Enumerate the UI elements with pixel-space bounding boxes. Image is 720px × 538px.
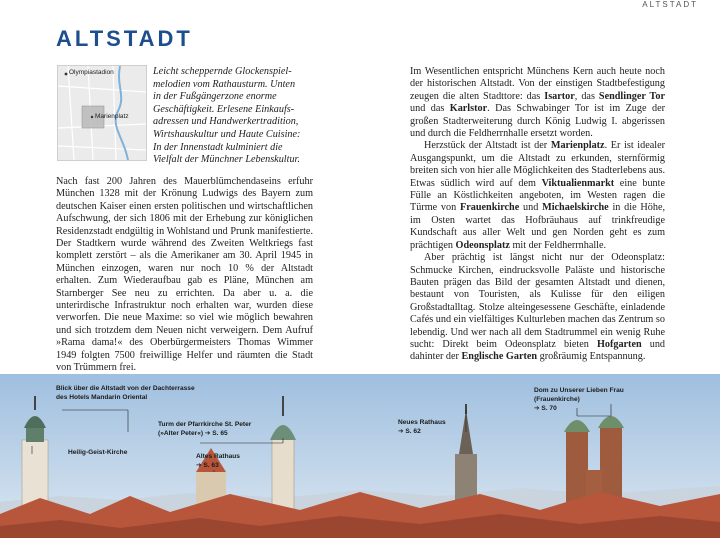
text-run: und	[519, 202, 543, 214]
callout-line: Altes Rathaus	[196, 453, 240, 460]
caption-line: Blick über die Altstadt von der Dachterrasse	[56, 385, 195, 392]
caption-line: des Hotels Mandarin Oriental	[56, 394, 148, 401]
left-column	[56, 176, 313, 375]
callout-heilig-geist-kirche	[68, 448, 127, 457]
text-run: Aber prächtig ist längst nicht nur der Odeonsplatz: Schmucke Kirchen, eindrucksvolle Paläste und historische Bauten prägen das Bild der gesamten Altstadt und dienen, bestaunt von Touristen, als Kulisse für den eiligen Großstadtalltag. Stolze alteingesessene Geschäfte, einladende Cafés und ein vielfältiges Kulturleben machen das Zentrum so lebendig. Und wer nach all dem Stadtrummel ein wenig Ruhe sucht: Direkt beim Odeonsplatz bieten	[410, 252, 665, 350]
highlight-viktualienmarkt: Viktualienmarkt	[541, 177, 615, 189]
right-column	[410, 66, 665, 364]
highlight-hofgarten: Hofgarten	[596, 338, 642, 350]
intro-line: In der Innenstadt kulminiert die	[153, 141, 283, 153]
locator-map	[57, 65, 147, 161]
text-run: und dahinter der	[410, 338, 665, 363]
intro-line: Wirtshauskultur und Haute Cuisine:	[153, 128, 301, 140]
intro-line: adressen und Handwerkertradition,	[153, 116, 299, 128]
intro-line: in der Fußgängerzone enorme	[153, 91, 277, 103]
text-run: großräumig Entspannung.	[537, 351, 646, 363]
callout-altes-rathaus	[196, 452, 240, 470]
highlight-karlstor: Karlstor	[449, 103, 488, 115]
paragraph-odeonsplatz	[410, 252, 665, 364]
highlight-marienplatz: Marienplatz	[550, 140, 605, 152]
map-label-olympiastadion: Olympiastadion	[69, 69, 114, 76]
photo-caption	[56, 384, 195, 402]
text-run: . Er ist idealer Ausgangspunkt, um die Altstadt zu erkunden, sternförmig breiten sich von hier alle Möglichkeiten des Stadterlebens aus. Etwas südlich wird auf dem	[410, 140, 666, 189]
text-run: mit der Feldherrnhalle.	[509, 239, 607, 251]
history-paragraph: Nach fast 200 Jahren des Mauerblümchendaseins erfuhr München 1328 mit der Krönung Ludwigs des Bayern zum deutschen Kaiser einen ersten politischen und wirtschaftlichen Aufschwung, der sich 1806 mit der Erhebung zur königlichen Residenzstadt endgültig in Wohlstand und Prunk manifestierte. Der Stadtkern wurde während des Zweiten Weltkriegs fast komplett zerstört – als die Amerikaner am 30. April 1945 in München einzogen, waren nur noch 10 % der Altstadt erhalten. Zum Wiederaufbau gab es Pläne, München am Starnberger See neu zu errichten. Da aber u. a. die unterirdische Infrastruktur noch erhalten war, wurden diese verworfen. Die neue Maxime: so viel wie möglich bewahren und sich trotzdem dem Neuen nicht verweigern. Dem Aufruf »Rama dama!« des Oberbürgermeisters Thomas Wimmer 1949 folgten 7500 freiwillige Helfer und räumten die Stadt von Trümmern frei.	[56, 176, 313, 374]
callout-line: ➔ S. 70	[534, 405, 557, 412]
highlight-odeonsplatz: Odeonsplatz	[455, 239, 510, 251]
callout-line: Turm der Pfarrkirche St. Peter	[158, 421, 252, 428]
highlight-englischer-garten: Englische Garten	[461, 351, 538, 363]
intro-line: Leicht scheppernde Glockenspiel-	[153, 66, 292, 77]
paragraph-city-gates	[410, 66, 665, 140]
text-run: und das	[410, 103, 450, 115]
highlight-frauenkirche: Frauenkirche	[460, 202, 520, 214]
callout-line: (Frauenkirche)	[534, 396, 580, 403]
text-run: , das	[574, 90, 599, 102]
skyline-photo	[0, 374, 720, 538]
callout-line: ➔ S. 62	[398, 428, 421, 435]
callout-line: (»Alter Peter«) ➔ S. 65	[158, 430, 228, 437]
map-label-marienplatz: Marienplatz	[95, 113, 129, 120]
callout-line: Neues Rathaus	[398, 419, 446, 426]
text-run: in die Höhe, im Osten wartet das Hofbräuhaus auf trinkfreudige Kundschaft aus aller Welt und gen Norden geht es zum prächtigen	[410, 202, 666, 251]
intro-line: Geschäftigkeit. Erlesene Einkaufs-	[153, 103, 295, 115]
intro-line: Vielfalt der Münchner Lebenskultur.	[153, 154, 300, 166]
callout-frauenkirche	[534, 386, 624, 413]
intro-text	[153, 66, 313, 167]
running-head: ALTSTADT	[642, 0, 698, 9]
callout-line: ➔ S. 63	[196, 462, 219, 469]
highlight-isartor: Isartor	[544, 90, 575, 102]
text-run: Im Wesentlichen entspricht Münchens Kern auch heute noch der historischen Altstadt. Von der einstigen Stadtbefestigung zeugen die alten Stadttore: das	[410, 66, 665, 102]
intro-line: melodien vom Rathausturm. Unten	[153, 78, 296, 90]
page-title: ALTSTADT	[56, 26, 193, 51]
paragraph-marienplatz	[410, 140, 665, 252]
highlight-sendlinger-tor: Sendlinger Tor	[598, 90, 665, 102]
callout-neues-rathaus	[398, 418, 446, 436]
text-run: . Das Schwabinger Tor ist im Zuge der großen Stadterweiterung durch König Ludwig I. abgerissen und durch die Feldherrnhalle ersetzt worden.	[410, 103, 665, 140]
text-run: Herzstück der Altstadt ist der	[424, 140, 551, 152]
text-run: eine bunte Fülle an Köstlichkeiten angeboten, im Westen ragen die Türme von	[410, 177, 666, 214]
callout-st-peter	[158, 420, 251, 438]
callout-line: Dom zu Unserer Lieben Frau	[534, 387, 624, 394]
highlight-michaelskirche: Michaelskirche	[542, 202, 609, 214]
callout-line: Heilig-Geist-Kirche	[68, 449, 128, 456]
